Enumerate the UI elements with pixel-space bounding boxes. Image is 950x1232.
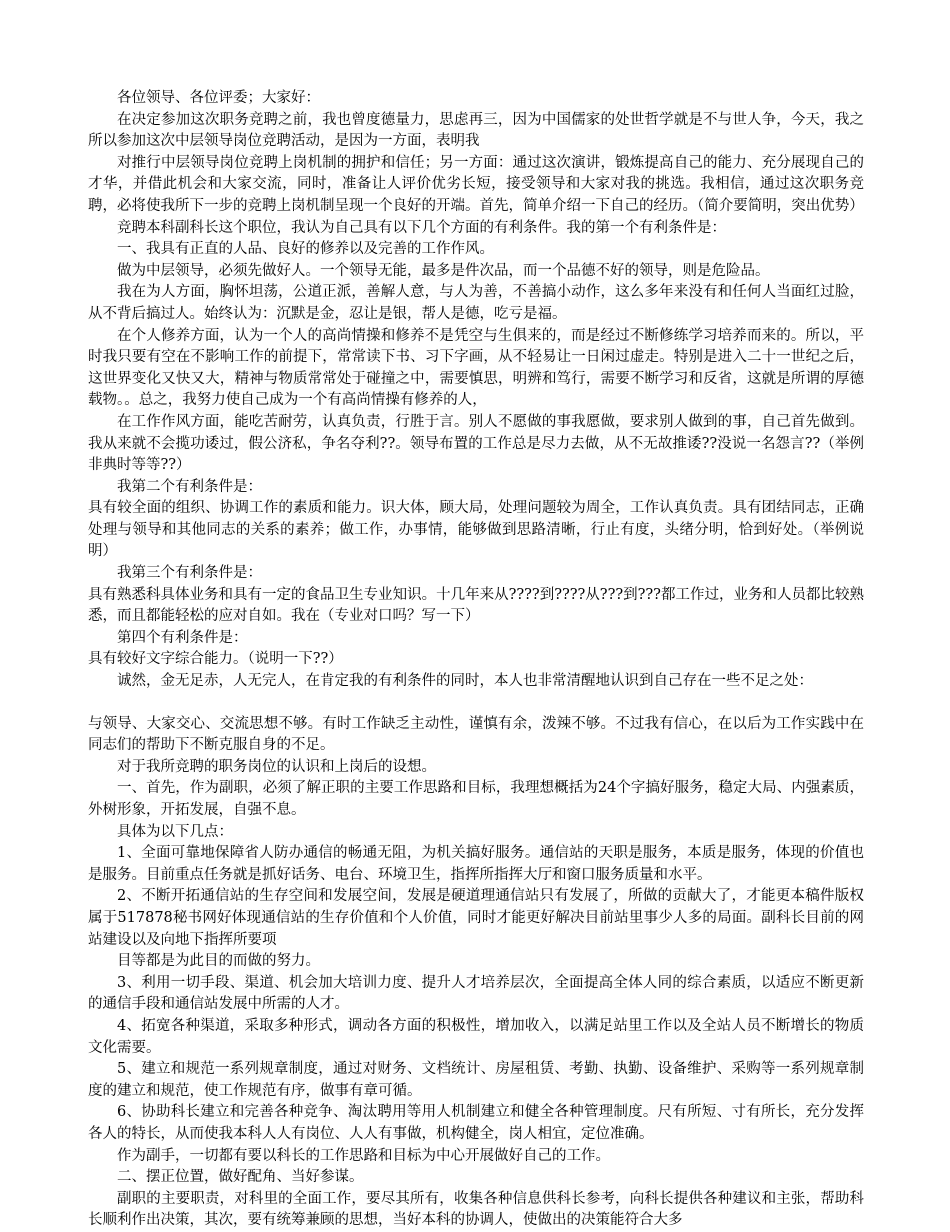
paragraph-leadership: 做为中层领导，必须先做好人。一个领导无能，最多是件次品，而一个品德不好的领导，则是危险品。 bbox=[117, 262, 770, 279]
paragraph-intro-2: 对推行中层领导岗位竞聘上岗机制的拥护和信任；另一方面：通过这次演讲，锻炼提高自己的能力、充分展现自己的才华，并借此机会和大家交流，同时，准备让人评价优劣长短，接受领导和大家对我的挑选。我相信，通过这次职务竞聘，必将使我所下一步的竞聘上岗机制呈现一个良好的开端。首先，简单介绍一下自己的经历。（简介要简明，突出优势） bbox=[88, 154, 864, 214]
paragraph-condition-2: 具有较全面的组织、协调工作的素质和能力。识大体，顾大局，处理问题较为周全，工作认真负责。具有团结同志，正确处理与领导和其他同志的关系的素养；做工作，办事情，能够做到思路清晰，行止有度，头绪分明，恰到好处。（举例说明） bbox=[88, 500, 864, 560]
heading-condition-4: 第四个有利条件是： bbox=[117, 629, 248, 646]
paragraph-condition-3: 具有熟悉科具体业务和具有一定的食品卫生专业知识。十几年来从????到????从???到???都工作过，业务和人员都比较熟悉，而且都能轻松的应对自如。我在（专业对口吗？写一下） bbox=[88, 586, 864, 625]
heading-condition-3: 我第三个有利条件是： bbox=[117, 565, 262, 582]
heading-condition-2: 我第二个有利条件是： bbox=[117, 478, 262, 495]
list-item-2: 2、不断开拓通信站的生存空间和发展空间，发展是硬道理通信站只有发展了，所做的贡献大了，才能更本稿件版权属于517878秘书网好体现通信站的生存价值和个人价值，同时才能更好解决目前站里事少人多的局面。副科长目前的网站建设以及向地下指挥所要项 bbox=[88, 888, 864, 948]
blank-line bbox=[88, 693, 864, 714]
paragraph-deputy-duties: 副职的主要职责，对科里的全面工作，要尽其所有，收集各种信息供科长参考，向科长提供各种建议和主张，帮助科长顺利作出决策，其次，要有统筹兼顾的思想，当好本科的协调人，使做出的决策能符合大多 bbox=[88, 1190, 864, 1229]
list-item-5: 5、建立和规范一系列规章制度，通过对财务、文档统计、房屋租赁、考勤、执勤、设备维护、采购等一系列规章制度的建立和规范，使工作规范有序，做事有章可循。 bbox=[88, 1061, 864, 1099]
paragraph-plans-intro: 对于我所竞聘的职务岗位的认识和上岗后的设想。 bbox=[117, 758, 436, 775]
heading-plan-2: 二、摆正位置，做好配角、当好参谋。 bbox=[117, 1169, 364, 1186]
list-item-6: 6、协助科长建立和完善各种竞争、淘汰聘用等用人机制建立和健全各种管理制度。尺有所短、寸有所长，充分发挥各人的特长，从而使我本科人人有岗位、人人有事做，机构健全，岗人相宜，定位准确。 bbox=[88, 1104, 864, 1142]
list-item-2-continued: 目等都是为此目的而做的努力。 bbox=[117, 953, 320, 970]
paragraph-deputy-role: 作为副手，一切都有要以科长的工作思路和目标为中心开展做好自己的工作。 bbox=[117, 1147, 610, 1164]
paragraph-intro-1: 在决定参加这次职务竞聘之前，我也曾度德量力，思虑再三，因为中国儒家的处世哲学就是不与世人争，今天，我之所以参加这次中层领导岗位竞聘活动，是因为一方面，表明我 bbox=[88, 111, 864, 150]
paragraph-condition-4: 具有较好文字综合能力。（说明一下??） bbox=[88, 651, 343, 668]
paragraph-self-cultivation: 在个人修养方面，认为一个人的高尚情操和修养不是凭空与生俱来的，而是经过不断修练学习培养而来的。所以，平时我只要有空在不影响工作的前提下，常常读下书、习下字画，从不轻易让一日闲过虚走。特别是进入二十一世纪之后，这世界变化又快又大，精神与物质常常处于碰撞之中，需要慎思，明辨和笃行，需要不断学习和反省，这就是所谓的厚德载物。。总之，我努力使自己成为一个有高尚情操有修养的人， bbox=[88, 327, 864, 409]
list-item-4: 4、拓宽各种渠道，采取多种形式，调动各方面的积极性，增加收入，以满足站里工作以及全站人员不断增长的物质文化需要。 bbox=[88, 1017, 864, 1056]
list-item-1: 1、全面可靠地保障省人防办通信的畅通无阻，为机关搞好服务。通信站的天职是服务，本质是服务，体现的价值也是服务。目前重点任务就是抓好话务、电台、环境卫生，指挥所指挥大厅和窗口服务质量和水平。 bbox=[88, 845, 864, 883]
paragraph-shortcomings-intro: 诚然，金无足赤，人无完人，在肯定我的有利条件的同时，本人也非常清醒地认识到自己存在一些不足之处： bbox=[117, 673, 813, 690]
greeting: 各位领导、各位评委；大家好： bbox=[117, 90, 320, 106]
paragraph-personality: 我在为人方面，胸怀坦荡，公道正派，善解人意，与人为善，不善搞小动作，这么多年来没有和任何人当面红过脸，从不背后搞过人。始终认为：沉默是金，忍让是银，帮人是德，吃亏是福。 bbox=[88, 284, 864, 322]
heading-condition-1: 一、我具有正直的人品、良好的修养以及完善的工作作风。 bbox=[117, 241, 494, 258]
document-body bbox=[88, 88, 864, 1232]
paragraph-shortcomings: 与领导、大家交心、交流思想不够。有时工作缺乏主动性，谨慎有余，泼辣不够。不过我有信心，在以后为工作实践中在同志们的帮助下不断克服自身的不足。 bbox=[88, 715, 864, 754]
paragraph-work-style: 在工作作风方面，能吃苦耐劳，认真负责，行胜于言。别人不愿做的事我愿做，要求别人做到的事，自己首先做到。我从来就不会揽功诿过，假公济私，争名夺利??。领导布置的工作总是尽力去做，从不无故推诿??没说一名怨言??（举例非典时等等??） bbox=[88, 413, 864, 474]
paragraph-conditions-intro: 竞聘本科副科长这个职位，我认为自己具有以下几个方面的有利条件。我的第一个有利条件是： bbox=[117, 219, 726, 236]
list-item-3: 3、利用一切手段、渠道、机会加大培训力度、提升人才培养层次，全面提高全体人同的综合素质，以适应不断更新的通信手段和通信站发展中所需的人才。 bbox=[88, 974, 864, 1013]
paragraph-details-intro: 具体为以下几点： bbox=[117, 823, 233, 840]
paragraph-plan-1: 一、首先，作为副职，必须了解正职的主要工作思路和目标，我理想概括为24个字搞好服务，稳定大局、内强素质，外树形象，开拓发展，自强不息。 bbox=[88, 780, 864, 818]
